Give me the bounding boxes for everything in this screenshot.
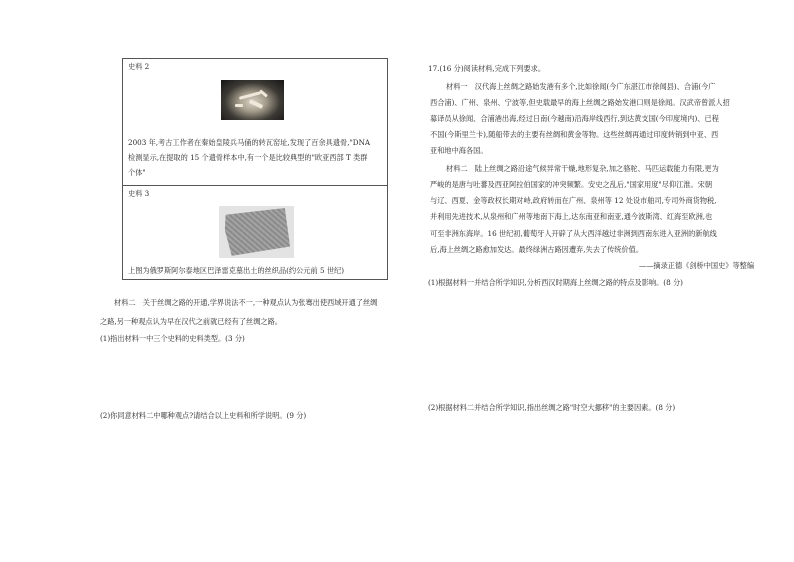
material2-line: 材料二 陆上丝绸之路沿途气候异常干燥,地形复杂,加之骆驼、马匹运载能力有限,更为 [446,164,719,173]
material2-line2: 之路,另一种观点认为早在汉代之前就已经有了丝绸之路。 [100,317,282,326]
material2-line: 严峻的是唐与吐蕃及西亚阿拉伯国家的冲突频繁。安史之乱后,"国家用度"尽仰江淮。宋朝 [430,180,713,189]
question-2: (2)你同意材料二中哪种观点?请结合以上史料和所学说明。(9 分) [100,411,307,420]
material1-line: 募译员从徐闻、合浦港出海,经过日南(今越南)沿海岸线西行,到达黄支国(今印度境内)、已程 [430,114,719,123]
bone-fragment [249,99,263,109]
source2-line1: 2003 年,考古工作者在秦始皇陵兵马俑的转瓦窑址,发现了百余具遗骨,"DNA [128,138,371,147]
bone-fragment [259,89,268,97]
question-1: (1)指出材料一中三个史料的史料类型。(3 分) [100,334,245,343]
material1-line: 不国(今斯里兰卡),随船带去的主要有丝绸和黄金等物。这些丝绸再通过印度转销到中亚、西 [430,130,719,139]
silk-fabric-photo [219,206,294,258]
source2-title: 史料 2 [128,62,150,71]
skeleton-photo [221,80,284,120]
material1-line: 材料一 汉代海上丝绸之路始发港有多个,比如徐闻(今广东湛江市徐闻县)、合浦(今广 [446,82,716,91]
table-divider [122,185,388,186]
source2-line3: 个体" [128,168,146,177]
material2-line: 并利用先进技术,从泉州和广州等地南下海上,达东南亚和南亚,通今波斯湾、红海至欧洲,也 [430,212,713,221]
question-1: (1)根据材料一并结合所学知识,分析西汉时期海上丝绸之路的特点及影响。(8 分) [428,278,683,287]
citation: ——摘录正德《剑桥中国史》等整编 [639,261,755,270]
source2-line2: 检测显示,在提取的 15 个遗骨样本中,有一个是比较典型的"欧亚西部 T 类群 [128,153,368,162]
source3-caption: 上图为俄罗斯阿尔泰地区巴泽雷克墓出土的丝织品(约公元前 5 世纪) [128,266,345,275]
material2-line: 与辽、西夏、金等政权长期对峙,政府转而在广州、泉州等 12 处设市舶司,专司外商货物税, [430,196,717,205]
question-2: (2)根据材料二并结合所学知识,指出丝绸之路"时空大挪移"的主要因素。(8 分) [428,403,676,412]
material2-line: 后,海上丝绸之路愈加发达。最终绿洲古路因遭弃,失去了传统价值。 [430,245,644,254]
material2-line: 可至非洲东海岸。16 世纪初,葡萄牙人开辟了从大西洋越过非洲到西南东进入亚洲的新航线 [430,229,717,238]
source3-title: 史料 3 [128,189,150,198]
bone-fragment [235,104,243,107]
material1-line: 亚和地中海各国。 [430,146,488,155]
silk-fabric [224,208,291,256]
question-header: 17.(16 分)阅读材料,完成下列要求。 [428,64,546,73]
material1-line: 西合浦)、广州、泉州、宁波等,但史载最早的海上丝绸之路始发港口则是徐闻。汉武帝曾派人招 [430,98,730,107]
material2-line1: 材料二 关于丝绸之路的开通,学界说法不一,一种观点认为张骞出使西域开通了丝绸 [114,298,378,307]
